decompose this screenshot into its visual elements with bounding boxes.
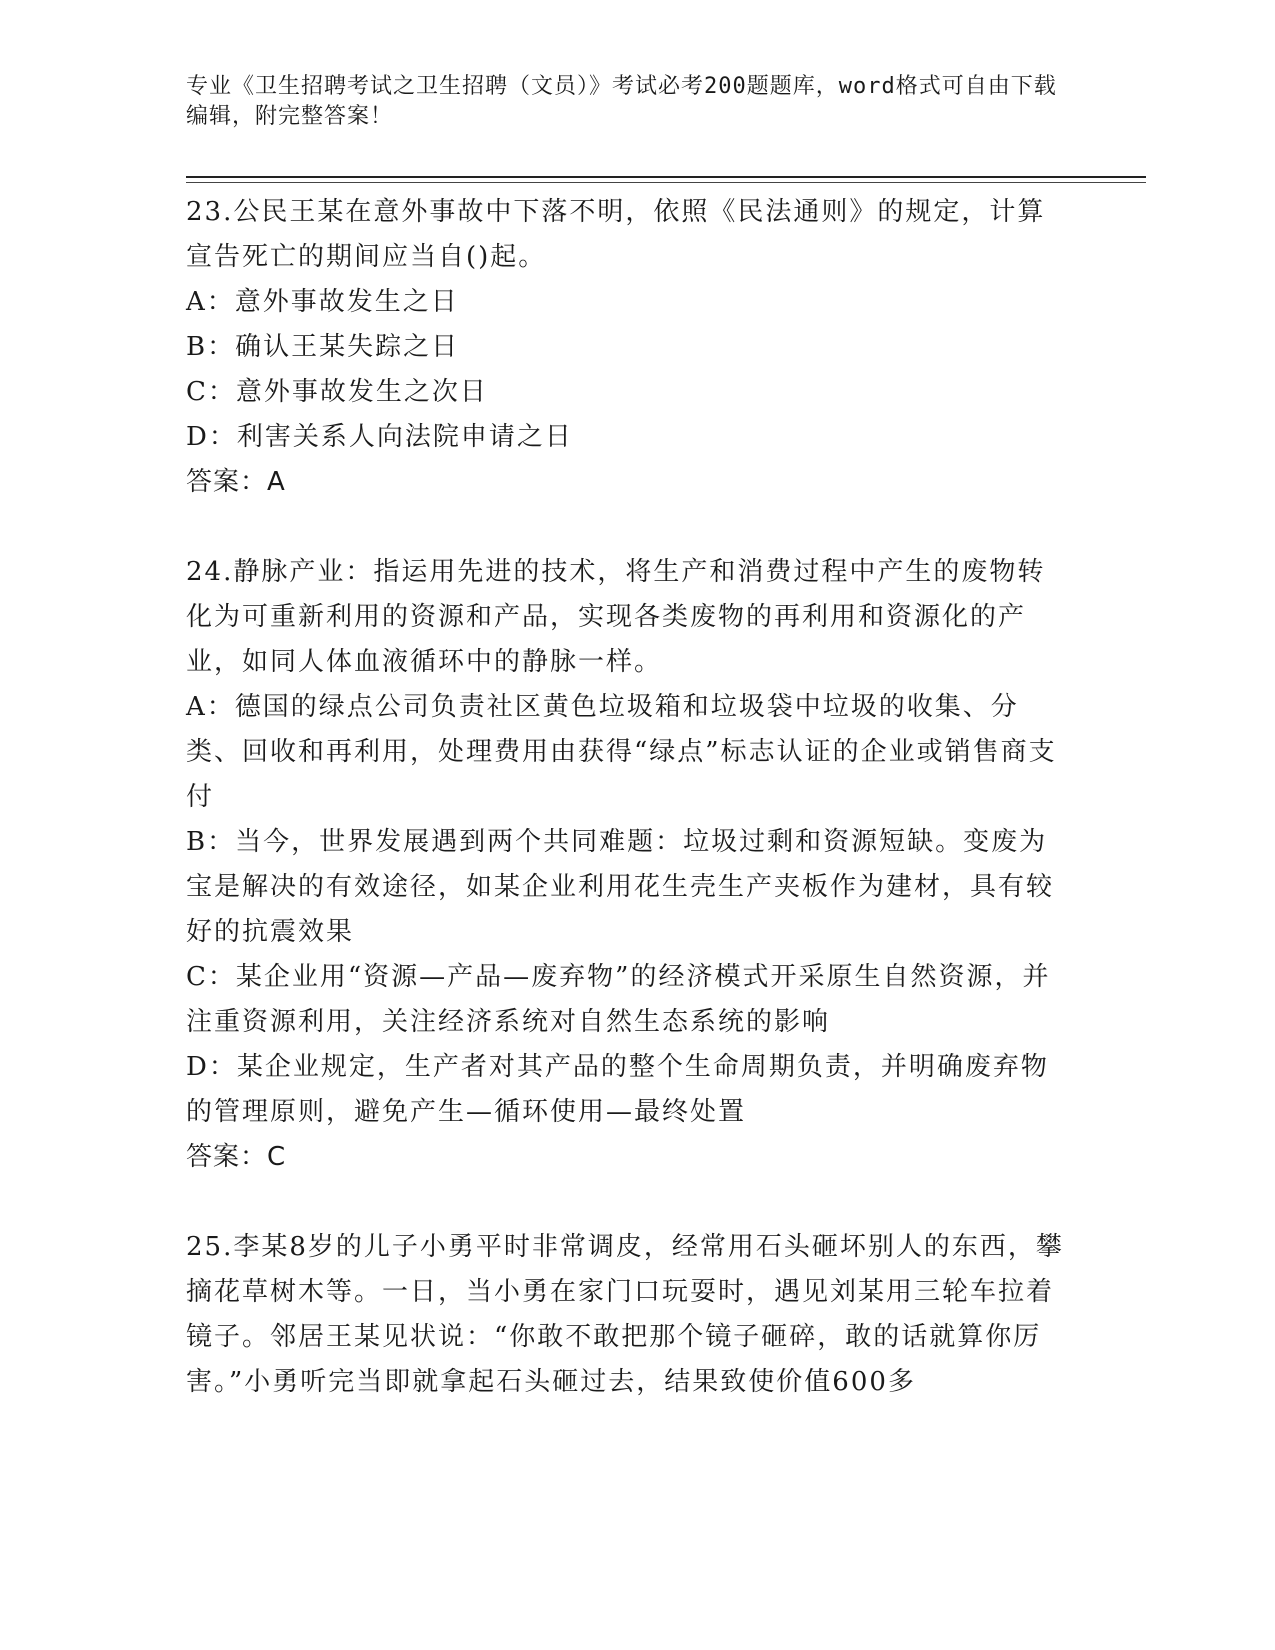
option-a: A：意外事故发生之日	[186, 287, 459, 317]
question-item	[186, 190, 1066, 505]
question-stem: 24.静脉产业：指运用先进的技术，将生产和消费过程中产生的废物转化为可重新利用的资源和产品，实现各类废物的再利用和资源化的产业，如同人体血液循环中的静脉一样。	[186, 557, 1046, 677]
header-divider-thick	[186, 176, 1146, 178]
option-d: D：某企业规定，生产者对其产品的整个生命周期负责，并明确废弃物的管理原则，避免产生—循环使用—最终处置	[186, 1052, 1049, 1127]
answer-line: 答案：A	[186, 467, 286, 497]
option-c: C：某企业用“资源—产品—废弃物”的经济模式开采原生自然资源，并注重资源利用，关注经济系统对自然生态系统的影响	[186, 962, 1051, 1037]
document-header: 专业《卫生招聘考试之卫生招聘（文员）》考试必考200题题库，word格式可自由下载编辑，附完整答案！	[186, 74, 1057, 129]
option-c: C：意外事故发生之次日	[186, 377, 488, 407]
question-list	[186, 190, 1066, 1405]
option-a: A：德国的绿点公司负责社区黄色垃圾箱和垃圾袋中垃圾的收集、分类、回收和再利用，处理费用由获得“绿点”标志认证的企业或销售商支付	[186, 692, 1057, 812]
question-stem: 25.李某8岁的儿子小勇平时非常调皮，经常用石头砸坏别人的东西，攀摘花草树木等。一日，当小勇在家门口玩耍时，遇见刘某用三轮车拉着镜子。邻居王某见状说：“你敢不敢把那个镜子砸碎，敢的话就算你厉害。”小勇听完当即就拿起石头砸过去，结果致使价值600多	[186, 1232, 1064, 1397]
question-item	[186, 550, 1066, 1180]
option-b: B：确认王某失踪之日	[186, 332, 460, 362]
option-d: D：利害关系人向法院申请之日	[186, 422, 573, 452]
header-divider-thin	[186, 182, 1146, 183]
question-stem: 23.公民王某在意外事故中下落不明，依照《民法通则》的规定，计算宣告死亡的期间应当自()起。	[186, 197, 1046, 272]
option-b: B：当今，世界发展遇到两个共同难题：垃圾过剩和资源短缺。变废为宝是解决的有效途径，如某企业利用花生壳生产夹板作为建材，具有较好的抗震效果	[186, 827, 1055, 947]
question-item	[186, 1225, 1066, 1405]
answer-line: 答案：C	[186, 1142, 287, 1172]
